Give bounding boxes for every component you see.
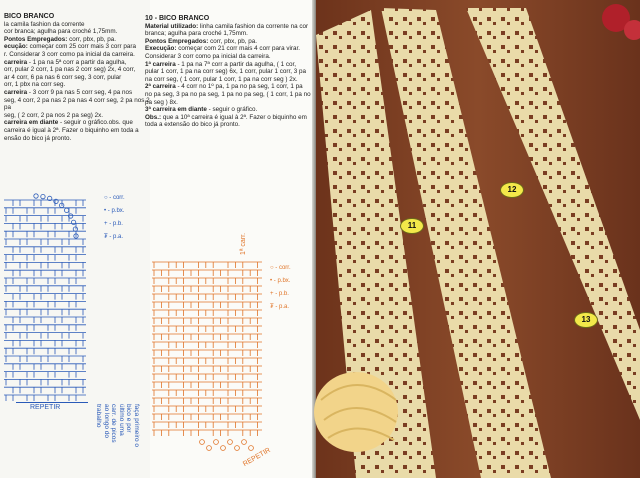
side-note-line: carr. de picos [110,404,118,443]
lace-photo [316,0,640,478]
left-paragraph [4,89,150,97]
left-paragraphs [4,21,150,143]
left-paragraph [4,119,150,127]
side-note [95,404,140,447]
right-legend [270,262,291,314]
chain-symbol-icon: ○ [270,265,274,271]
right-paragraph [145,45,311,60]
left-paragraph-label: ecução: [4,43,28,51]
right-repeat-label: REPETIR [242,446,272,469]
left-paragraph-text: - 3 corr 9 pa nas 5 corr seg, 4 pa nos [28,88,133,96]
left-paragraph-text: seg, 4 corr, 2 pa nas 2 pa nas 4 corr seg, 2 pa nos 2 pa [4,96,150,112]
right-paragraph-text: corr, pbx, pb, pa. [210,37,257,45]
left-paragraph [4,74,150,82]
right-instructions [145,15,311,129]
right-paragraph-text: que a 10ª carreira é igual à 2ª. Fazer o biquinho em toda a extensão do bico já pronto. [145,113,307,129]
legend-single: - p.b. [109,221,123,227]
legend-double: - p.a. [275,304,290,310]
left-paragraph-text: r. Considerar 3 corr como pa inicial da carreira. [4,50,135,58]
right-paragraph-text: linha camila fashion da corrente na cor branca; agulha para croché 1,75mm. [145,22,309,38]
side-note-line: bico e por [125,404,133,433]
left-paragraph [4,127,150,135]
right-paragraph [145,106,311,114]
right-title: 10 - BICO BRANCO [145,15,210,22]
legend-slip: - p.bx. [107,208,125,214]
left-paragraph [4,21,150,29]
right-paragraph [145,38,311,46]
left-legend [104,192,125,244]
left-paragraph [4,135,150,143]
left-paragraph-label: Pontos Empregados: [4,35,68,43]
left-paragraph-text: - 1 pa na 5ª corr a partir da agulha, [28,58,127,66]
right-paragraph-label: 3ª carreira em diante [145,106,207,114]
left-paragraph-text: - seguir o gráfico.obs. que [60,119,133,127]
single-crochet-symbol-icon: + [270,291,274,297]
left-paragraph-text: ar 4 corr, 6 pa nas 6 corr seg, 3 corr, pular [4,73,122,81]
right-page [145,0,316,478]
left-paragraph-label: carreira [4,58,28,66]
left-paragraph [4,97,150,112]
left-paragraph-text: começar com 25 corr mais 3 corr para [29,43,136,51]
right-paragraph [145,83,311,106]
slip-stitch-symbol-icon: • [270,278,273,284]
left-paragraph [4,43,150,51]
left-paragraph-text: cor branca; agulha para croché 1,75mm. [4,28,118,36]
side-note-line: trabalho [95,404,103,428]
left-paragraph [4,51,150,59]
right-paragraph-label: 1ª carreira [145,60,176,68]
right-paragraph-label: Obs.: [145,113,162,121]
left-paragraph-text: la camila fashion da corrente [4,20,85,28]
left-paragraph [4,59,150,67]
right-paragraph-text: - seguir o gráfico. [208,106,258,114]
left-paragraph [4,112,150,120]
left-instructions [4,13,150,142]
left-paragraph-label: carreira [4,88,28,96]
right-paragraph-text: começar com 21 corr mais 4 corr para virar. Considerar 3 corr como pa inicial da carreira. [145,45,301,60]
left-paragraph-text: orr, pular 2 corr, 1 pa nas 2 corr seg) 2x, 4 corr, [4,66,136,74]
right-paragraphs [145,23,311,129]
legend-chain: - corr. [109,195,125,201]
left-paragraph [4,36,150,44]
right-paragraph [145,114,311,129]
double-crochet-symbol-icon: ₮ [104,234,108,240]
left-paragraph-text: corr, pbx, pb, pa. [69,35,116,43]
double-crochet-symbol-icon: ₮ [270,304,274,310]
left-repeat-line [16,402,88,403]
pattern-badge-11: 11 [400,218,424,234]
left-paragraph [4,28,150,36]
right-paragraph [145,23,311,38]
left-paragraph-text: seg, ( 2 corr, 2 pa nos 2 pa seg) 2x. [4,111,104,119]
single-crochet-symbol-icon: + [104,221,108,227]
right-paragraph-label: Material utilizado: [145,22,199,30]
right-paragraph-text: - 4 corr no 1º pa, 1 pa no pa seg, 1 corr, 1 pa no pa seg, 3 pa no pa seg, 1 pa no pa seg, ( 1 corr, 1 pa no pa seg ) 8x. [145,83,311,106]
right-paragraph [145,61,311,84]
legend-chain: - corr. [275,265,291,271]
left-title: BICO BRANCO [4,13,55,20]
left-paragraph-text: carreira é igual à 2ª. Fazer o biquinho em toda a [4,126,139,134]
right-paragraph-label: Pontos Empregados: [145,37,209,45]
right-paragraph-label: Execução: [145,45,177,53]
right-paragraph-label: 2ª carreira [145,83,176,91]
side-note-line: faça primeiro o [133,404,140,447]
right-paragraph-text: - 1 pa na 7ª corr a partir da agulha, ( 1 cor, pular 1 corr, 1 pa na corr seg) 6x, 1 corr, pular 1 corr, 3 pa na corr seg, ( 1 corr, pular 1 corr, 1 pa na corr seg ) 2x. [145,60,307,83]
side-note-line: último uma [118,404,125,436]
left-paragraph [4,81,150,89]
chain-symbol-icon: ○ [104,195,108,201]
left-paragraph-label: carreira em diante [4,119,59,127]
start-row-label: 1ª carr. [240,232,247,255]
pattern-badge-13: 13 [574,312,598,328]
left-paragraph-text: orr, 1 pbx na corr seg. [4,81,66,89]
slip-stitch-symbol-icon: • [104,208,107,214]
wood-background [316,0,640,478]
left-repeat-label: REPETIR [30,404,61,411]
left-paragraph [4,66,150,74]
left-paragraph-text: ensão do bico já pronto. [4,134,72,142]
legend-single: - p.b. [275,291,289,297]
legend-double: - p.a. [109,234,124,240]
legend-slip: - p.bx. [273,278,291,284]
pattern-badge-12: 12 [500,182,524,198]
left-page [0,0,150,478]
side-note-line: ao longo do [103,404,110,438]
